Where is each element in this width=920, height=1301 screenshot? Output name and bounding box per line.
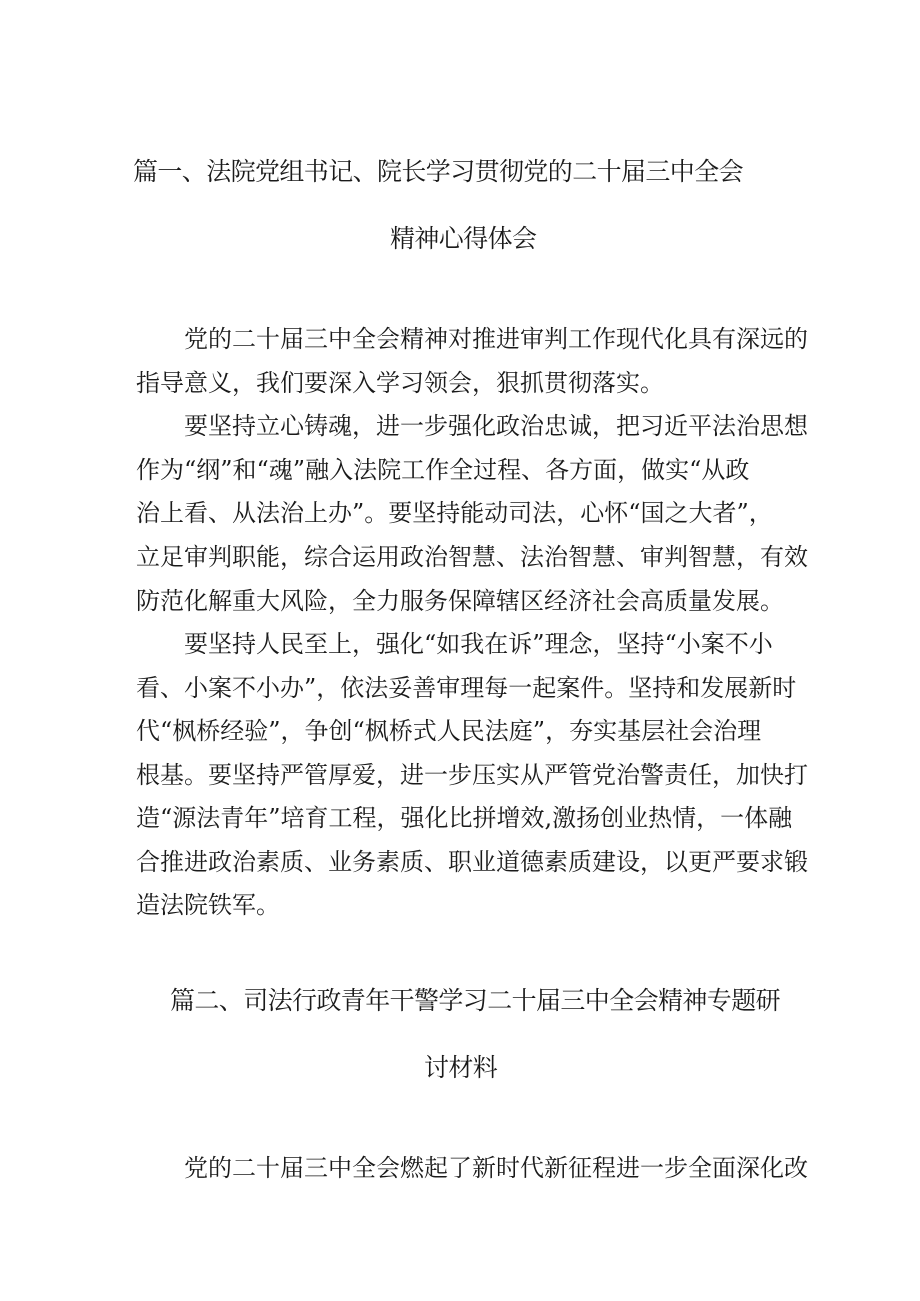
s1-p3-line3: 代“枫桥经验”，争创“枫桥式人民法庭”，夯实基层社会治理	[136, 717, 762, 745]
s1-p2-line4: 立足审判职能，综合运用政治智慧、法治智慧、审判智慧，有效	[136, 543, 808, 571]
section1-title-line2: 精神心得体会	[390, 224, 537, 253]
s1-p2-line1: 要坚持立心铸魂，进一步强化政治忠诚，把习近平法治思想	[184, 412, 808, 440]
s1-p3-line6: 合推进政治素质、业务素质、职业道德素质建设，以更严要求锻	[136, 848, 808, 876]
section2-title-line1: 篇二、司法行政青年干警学习二十届三中全会精神专题研	[170, 986, 781, 1015]
s1-p1-line2: 指导意义，我们要深入学习领会，狠抓贯彻落实。	[136, 369, 664, 397]
section1-title-line1: 篇一、法院党组书记、院长学习贯彻党的二十届三中全会	[133, 157, 744, 186]
s1-p2-line2: 作为“纲”和“魂”融入法院工作全过程、各方面，做实“从政	[136, 456, 750, 484]
section2-title-line2: 讨材料	[424, 1053, 498, 1082]
s2-p1-line1: 党的二十届三中全会燃起了新时代新征程进一步全面深化改	[184, 1154, 808, 1182]
s1-p3-line1: 要坚持人民至上，强化“如我在诉”理念，坚持“小案不小	[184, 630, 773, 658]
s1-p2-line5: 防范化解重大风险，全力服务保障辖区经济社会高质量发展。	[136, 587, 784, 615]
s1-p3-line5: 造“源法青年”培育工程，强化比拼增效,激扬创业热情，一体融	[136, 804, 793, 832]
s1-p1-line1: 党的二十届三中全会精神对推进审判工作现代化具有深远的	[184, 325, 808, 353]
s1-p3-line4: 根基。要坚持严管厚爱，进一步压实从严管党治警责任，加快打	[136, 761, 808, 789]
s1-p3-line7: 造法院铁军。	[136, 891, 280, 919]
s1-p2-line3: 治上看、从法治上办”。要坚持能动司法，心怀“国之大者”，	[136, 499, 773, 527]
s1-p3-line2: 看、小案不小办”，依法妥善审理每一起案件。坚持和发展新时	[136, 674, 797, 702]
